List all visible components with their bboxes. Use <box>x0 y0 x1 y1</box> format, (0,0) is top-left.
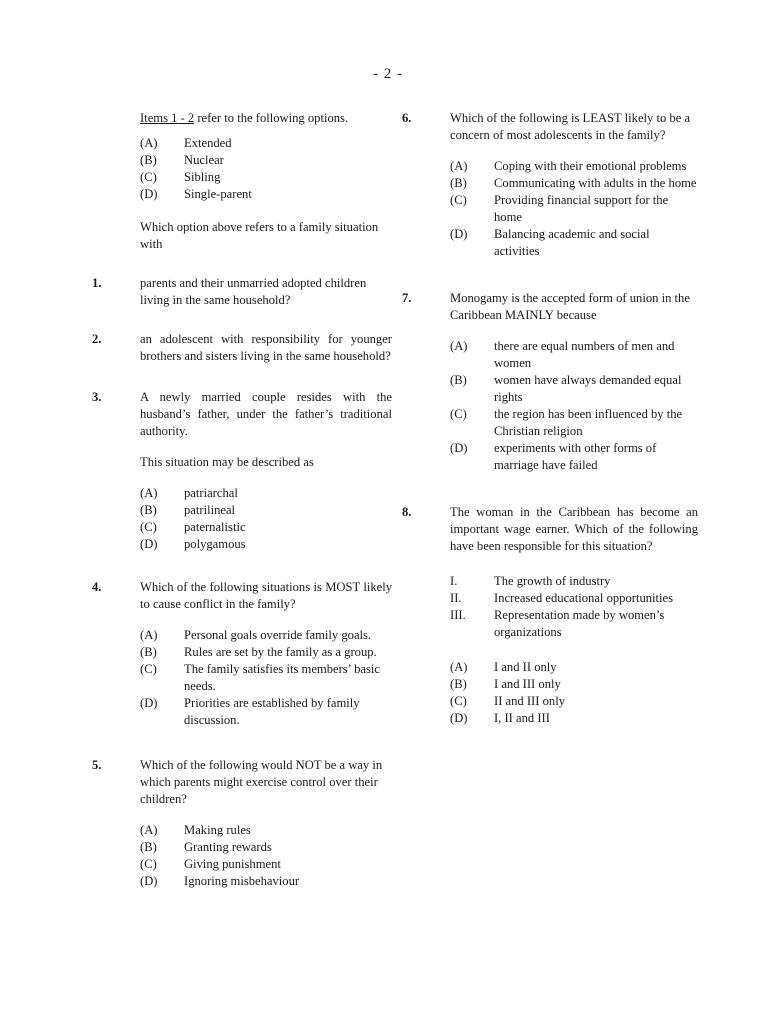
statement-numeral: I. <box>450 574 458 588</box>
question-5 <box>92 757 392 890</box>
option-text: Providing financial support for the home <box>494 193 669 224</box>
answer-options <box>140 627 392 729</box>
answer-option <box>450 226 698 260</box>
option-text: Rules are set by the family as a group. <box>184 645 377 659</box>
answer-options <box>140 822 392 890</box>
option-text: Communicating with adults in the home <box>494 176 697 190</box>
option-letter: (B) <box>450 373 467 387</box>
option-letter: (C) <box>140 520 157 534</box>
answer-option <box>140 644 392 661</box>
question-number: 2. <box>92 332 102 346</box>
answer-option <box>140 502 392 519</box>
option-text: Extended <box>184 136 232 150</box>
option-text: I and II only <box>494 660 557 674</box>
answer-option <box>140 822 392 839</box>
option-text: I, II and III <box>494 711 550 725</box>
answer-option <box>140 839 392 856</box>
option-letter: (A) <box>140 136 158 150</box>
statement-text: Representation made by women’s organizations <box>494 608 665 639</box>
right-column <box>402 110 698 727</box>
group-option <box>140 169 392 186</box>
group-intro <box>140 110 392 127</box>
option-text: Sibling <box>184 170 221 184</box>
answer-option <box>140 485 392 502</box>
option-letter: (D) <box>450 711 468 725</box>
option-letter: (C) <box>140 662 157 676</box>
group-option <box>140 152 392 169</box>
option-letter: (C) <box>450 407 467 421</box>
option-letter: (C) <box>450 193 467 207</box>
question-text: an adolescent with responsibility for younger brothers and sisters living in the same household? <box>140 332 392 363</box>
statement-item <box>450 590 698 607</box>
statement-numeral: II. <box>450 591 462 605</box>
group-options <box>140 135 392 203</box>
question-text: Which of the following would NOT be a way in which parents might exercise control over their children? <box>140 758 383 806</box>
answer-option <box>140 856 392 873</box>
group-option <box>140 135 392 152</box>
statement-list <box>450 573 698 641</box>
option-letter: (D) <box>450 441 468 455</box>
option-letter: (A) <box>450 660 468 674</box>
question-number: 4. <box>92 580 102 594</box>
question-text: parents and their unmarried adopted children living in the same household? <box>140 276 367 307</box>
question-8 <box>402 504 698 727</box>
option-text: II and III only <box>494 694 565 708</box>
answer-option <box>140 661 392 695</box>
question-stem: This situation may be described as <box>140 455 314 469</box>
option-text: Single-parent <box>184 187 252 201</box>
option-text: patriarchal <box>184 486 238 500</box>
question-text: A newly married couple resides with the husband’s father, under the father’s traditional authority. <box>140 390 392 438</box>
option-text: The family satisfies its members’ basic needs. <box>184 662 380 693</box>
option-text: Balancing academic and social activities <box>494 227 650 258</box>
group-stem: Which option above refers to a family situation with <box>140 220 379 251</box>
answer-option <box>450 676 698 693</box>
option-text: there are equal numbers of men and women <box>494 339 675 370</box>
option-letter: (B) <box>140 503 157 517</box>
option-letter: (C) <box>140 170 157 184</box>
option-text: paternalistic <box>184 520 246 534</box>
question-7 <box>402 290 698 474</box>
answer-options <box>450 158 698 260</box>
answer-options <box>450 338 698 474</box>
question-text: The woman in the Caribbean has become an important wage earner. Which of the following have been responsible for this situation? <box>450 505 698 553</box>
option-letter: (D) <box>140 187 158 201</box>
option-text: Making rules <box>184 823 251 837</box>
option-text: experiments with other forms of marriage have failed <box>494 441 657 472</box>
answer-options <box>450 659 698 727</box>
option-letter: (B) <box>450 677 467 691</box>
statement-text: Increased educational opportunities <box>494 591 674 605</box>
left-column <box>92 110 392 890</box>
answer-option <box>450 440 698 474</box>
option-text: polygamous <box>184 537 246 551</box>
statement-item <box>450 573 698 590</box>
group-intro-block <box>92 110 392 253</box>
question-text: Which of the following situations is MOST likely to cause conflict in the family? <box>140 580 392 611</box>
question-number: 6. <box>402 111 412 125</box>
option-letter: (D) <box>140 874 158 888</box>
question-number: 7. <box>402 291 412 305</box>
answer-option <box>450 192 698 226</box>
option-text: Giving punishment <box>184 857 281 871</box>
answer-option <box>450 710 698 727</box>
option-text: the region has been influenced by the Christian religion <box>494 407 683 438</box>
option-letter: (A) <box>450 159 468 173</box>
option-letter: (D) <box>450 227 468 241</box>
question-text: Monogamy is the accepted form of union in the Caribbean MAINLY because <box>450 291 690 322</box>
question-number: 5. <box>92 758 102 772</box>
answer-options <box>140 485 392 553</box>
answer-option <box>140 519 392 536</box>
option-letter: (B) <box>140 153 157 167</box>
answer-option <box>450 158 698 175</box>
option-letter: (A) <box>450 339 468 353</box>
answer-option <box>140 536 392 553</box>
option-letter: (A) <box>140 486 158 500</box>
answer-option <box>450 338 698 372</box>
answer-option <box>140 627 392 644</box>
option-text: Priorities are established by family discussion. <box>184 696 360 727</box>
option-text: Nuclear <box>184 153 224 167</box>
option-letter: (B) <box>450 176 467 190</box>
question-number: 8. <box>402 505 412 519</box>
option-letter: (C) <box>140 857 157 871</box>
answer-option <box>450 406 698 440</box>
statement-item <box>450 607 698 641</box>
question-number: 1. <box>92 276 102 290</box>
answer-option <box>450 659 698 676</box>
option-letter: (A) <box>140 628 158 642</box>
question-text: Which of the following is LEAST likely to be a concern of most adolescents in the family? <box>450 111 691 142</box>
option-text: women have always demanded equal rights <box>494 373 682 404</box>
option-letter: (C) <box>450 694 467 708</box>
option-letter: (B) <box>140 840 157 854</box>
answer-option <box>140 873 392 890</box>
option-text: I and III only <box>494 677 561 691</box>
option-text: Personal goals override family goals. <box>184 628 372 642</box>
group-intro-range: Items 1 - 2 <box>140 111 195 125</box>
page-number: - 2 - <box>373 66 403 82</box>
group-option <box>140 186 392 203</box>
question-number: 3. <box>92 390 102 404</box>
answer-option <box>450 693 698 710</box>
question-2 <box>92 331 392 365</box>
option-text: Coping with their emotional problems <box>494 159 687 173</box>
answer-option <box>140 695 392 729</box>
option-letter: (D) <box>140 696 158 710</box>
question-6 <box>402 110 698 260</box>
option-letter: (B) <box>140 645 157 659</box>
statement-numeral: III. <box>450 608 466 622</box>
answer-option <box>450 372 698 406</box>
option-text: Ignoring misbehaviour <box>184 874 300 888</box>
question-1 <box>92 275 392 309</box>
option-text: Granting rewards <box>184 840 272 854</box>
option-letter: (D) <box>140 537 158 551</box>
option-text: patrilineal <box>184 503 236 517</box>
option-letter: (A) <box>140 823 158 837</box>
statement-text: The growth of industry <box>494 574 611 588</box>
question-4 <box>92 579 392 729</box>
answer-option <box>450 175 698 192</box>
question-3 <box>92 389 392 553</box>
group-intro-text: refer to the following options. <box>194 111 349 125</box>
